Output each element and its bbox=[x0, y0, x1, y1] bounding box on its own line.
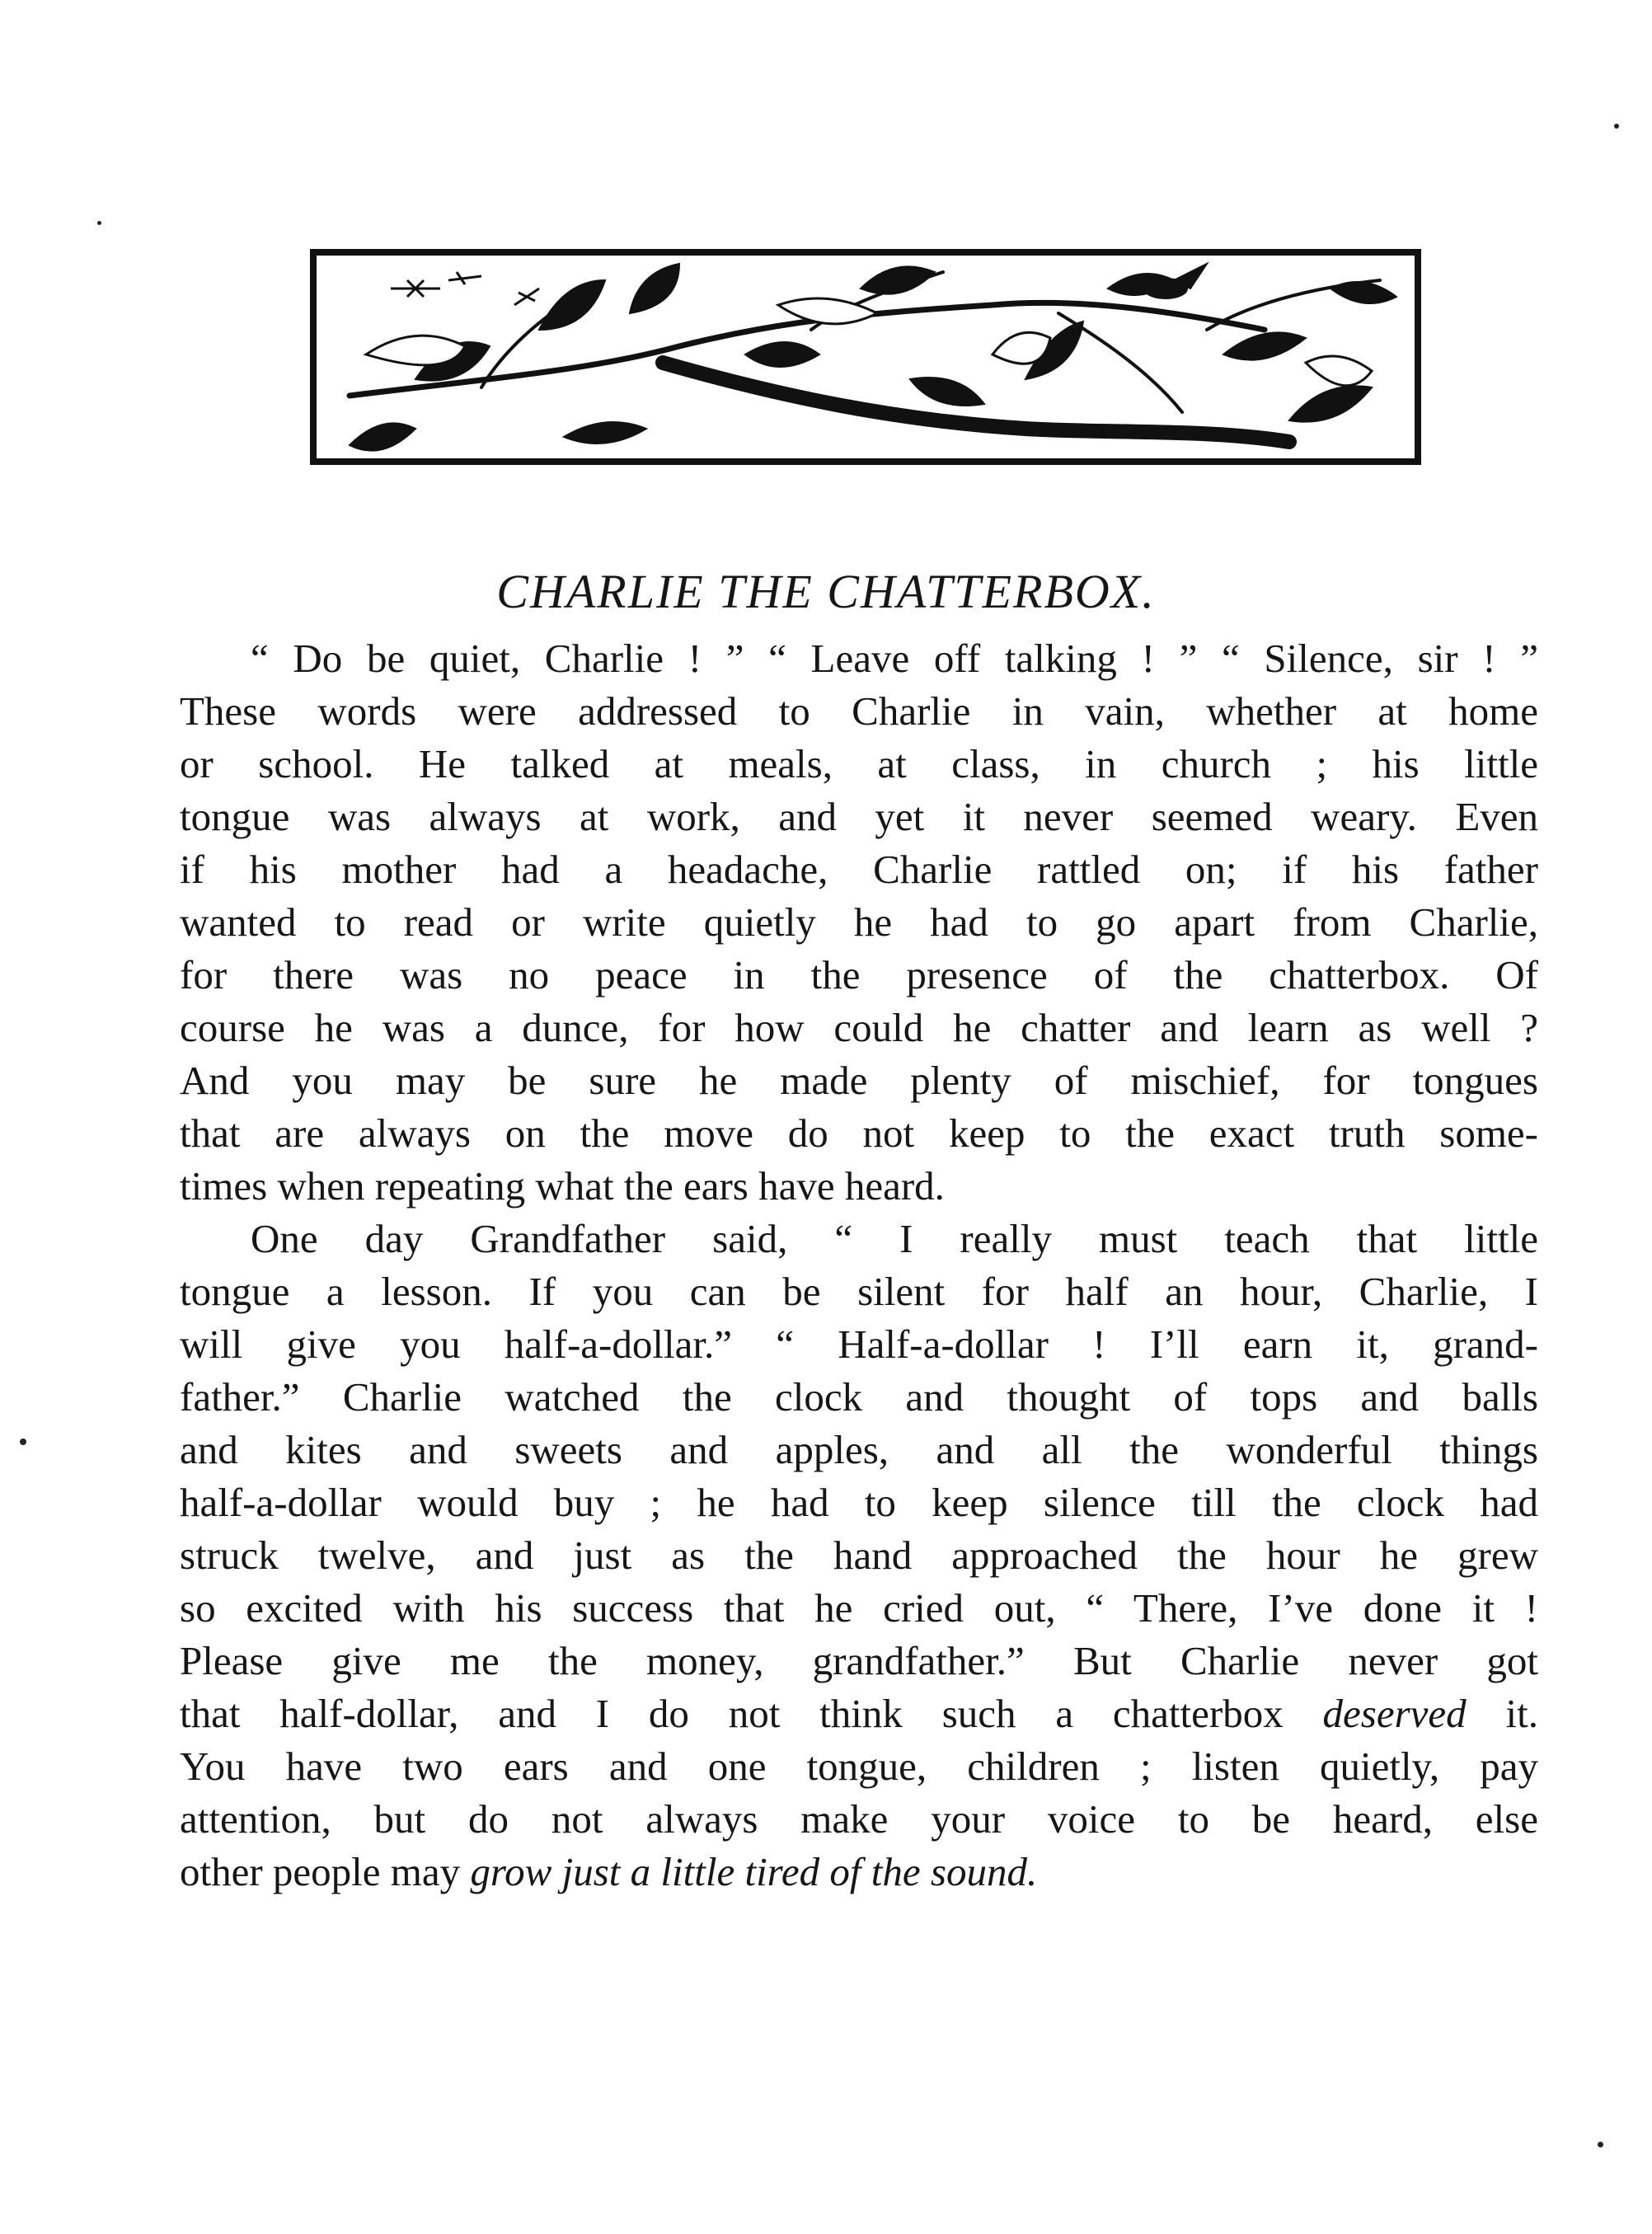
text-line: These words were addressed to Charlie in vain, whether at home bbox=[180, 688, 1538, 734]
text-line: will give you half-a-dollar.” “ Half-a-dollar ! I’ll earn it, grand- bbox=[180, 1321, 1538, 1367]
italic-emphasis: deserved bbox=[1322, 1691, 1467, 1736]
decorative-header-illustration bbox=[310, 249, 1421, 465]
italic-emphasis: grow just a little tired of the sound. bbox=[470, 1849, 1038, 1894]
text-segment: other people may bbox=[180, 1849, 471, 1894]
text-line: tongue was always at work, and yet it never seemed weary. Even bbox=[180, 794, 1538, 839]
text-segment: that half-dollar, and I do not think such a chatterbox bbox=[180, 1691, 1323, 1736]
text-line: attention, but do not always make your voice to be heard, else bbox=[180, 1796, 1538, 1842]
text-line: One day Grandfather said, “ I really must teach that little bbox=[251, 1216, 1538, 1261]
text-line: course he was a dunce, for how could he chatter and learn as well ? bbox=[180, 1005, 1538, 1050]
text-line: for there was no peace in the presence of the chatterbox. Of bbox=[180, 952, 1538, 997]
text-line: that are always on the move do not keep to the exact truth some- bbox=[180, 1110, 1538, 1156]
text-line: “ Do be quiet, Charlie ! ” “ Leave off talking ! ” “ Silence, sir ! ” bbox=[251, 636, 1538, 681]
text-line: so excited with his success that he cried out, “ There, I’ve done it ! bbox=[180, 1585, 1538, 1631]
text-line: struck twelve, and just as the hand approached the hour he grew bbox=[180, 1532, 1538, 1578]
text-line: Please give me the money, grandfather.” But Charlie never got bbox=[180, 1638, 1538, 1683]
text-line: and kites and sweets and apples, and all the wonderful things bbox=[180, 1427, 1538, 1472]
page-speck bbox=[1614, 124, 1619, 129]
page-speck bbox=[1598, 2142, 1603, 2147]
text-line: if his mother had a headache, Charlie rattled on; if his father bbox=[180, 847, 1538, 892]
text-line: half-a-dollar would buy ; he had to keep silence till the clock had bbox=[180, 1480, 1538, 1525]
text-line: or school. He talked at meals, at class, in church ; his little bbox=[180, 741, 1538, 786]
text-line: times when repeating what the ears have heard. bbox=[180, 1163, 945, 1209]
text-line: father.” Charlie watched the clock and thought of tops and balls bbox=[180, 1374, 1538, 1420]
page-speck bbox=[20, 1438, 26, 1445]
page-speck bbox=[97, 221, 101, 225]
text-line: You have two ears and one tongue, children ; listen quietly, pay bbox=[180, 1744, 1538, 1789]
branch-leaves-illustration bbox=[317, 256, 1415, 458]
text-line: tongue a lesson. If you can be silent for half an hour, Charlie, I bbox=[180, 1269, 1538, 1314]
text-line: wanted to read or write quietly he had to go apart from Charlie, bbox=[180, 899, 1538, 945]
story-title: CHARLIE THE CHATTERBOX. bbox=[496, 565, 1156, 618]
text-line: And you may be sure he made plenty of mischief, for tongues bbox=[180, 1058, 1538, 1103]
text-line bbox=[180, 1846, 1538, 1898]
text-line bbox=[180, 1687, 1538, 1740]
text-segment: it. bbox=[1466, 1691, 1538, 1736]
